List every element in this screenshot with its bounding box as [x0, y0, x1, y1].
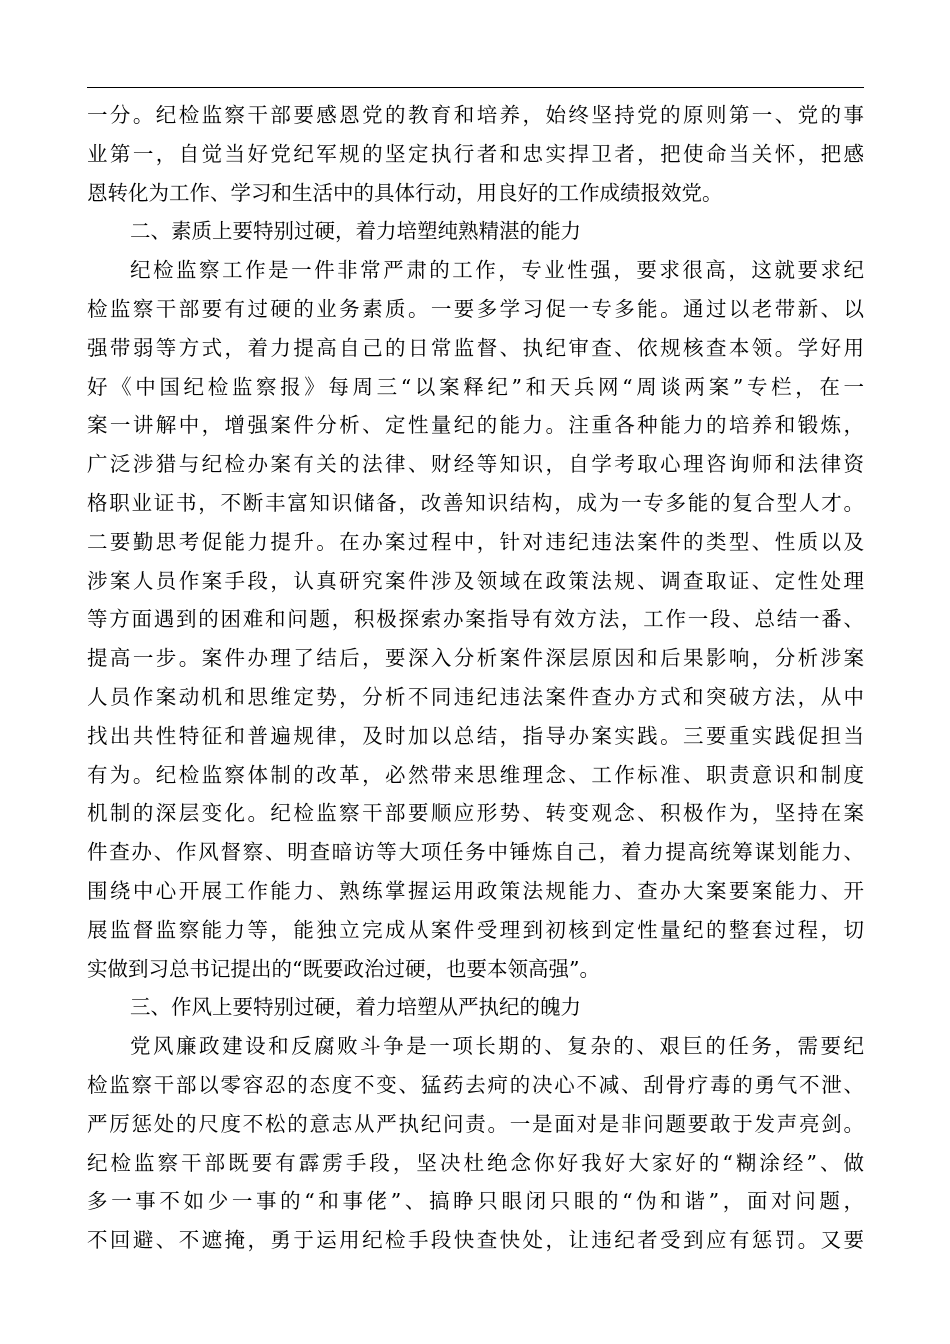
text-line: 案一讲解中，增强案件分析、定性量纪的能力。注重各种能力的培养和锻炼， [87, 413, 864, 438]
text-line: 广泛涉猎与纪检办案有关的法律、财经等知识，自学考取心理咨询师和法律资 [87, 452, 864, 477]
text-line: 恩转化为工作、学习和生活中的具体行动，用良好的工作成绩报效党。 [87, 180, 723, 205]
text-line: 二要勤思考促能力提升。在办案过程中，针对违纪违法案件的类型、性质以及 [87, 529, 864, 554]
text-line: 好《中国纪检监察报》每周三“以案释纪”和天兵网“周谈两案”专栏，在一 [87, 374, 864, 399]
text-line: 展监督监察能力等，能独立完成从案件受理到初核到定性量纪的整套过程，切 [87, 917, 864, 942]
text-line: 一分。纪检监察干部要感恩党的教育和培养，始终坚持党的原则第一、党的事 [87, 103, 864, 127]
text-line: 等方面遇到的困难和问题，积极探索办案指导有效方法，工作一段、总结一番、 [87, 607, 864, 632]
text-line: 强带弱等方式，着力提高自己的日常监督、执纪审查、依规核查本领。学好用 [87, 335, 864, 360]
text-line: 严厉惩处的尺度不松的意志从严执纪问责。一是面对是非问题要敢于发声亮剑。 [87, 1111, 864, 1136]
text-line: 实做到习总书记提出的“既要政治过硬，也要本领高强”。 [87, 956, 600, 981]
text-line: 格职业证书，不断丰富知识储备，改善知识结构，成为一专多能的复合型人才。 [87, 490, 864, 515]
document-body [87, 96, 864, 1260]
text-line: 二、素质上要特别过硬，着力培塑纯熟精湛的能力 [130, 219, 581, 244]
text-line: 件查办、作风督察、明查暗访等大项任务中锤炼自己，着力提高统筹谋划能力、 [87, 840, 864, 865]
text-line: 三、作风上要特别过硬，着力培塑从严执纪的魄力 [130, 995, 581, 1020]
text-line: 提高一步。案件办理了结后，要深入分析案件深层原因和后果影响，分析涉案 [87, 646, 864, 671]
header-rule [87, 87, 864, 88]
text-line: 人员作案动机和思维定势，分析不同违纪违法案件查办方式和突破方法，从中 [87, 684, 864, 709]
text-line: 有为。纪检监察体制的改革，必然带来思维理念、工作标准、职责意识和制度 [87, 762, 864, 787]
text-line: 围绕中心开展工作能力、熟练掌握运用政策法规能力、查办大案要案能力、开 [87, 878, 864, 903]
text-line: 检监察干部要有过硬的业务素质。一要多学习促一专多能。通过以老带新、以 [87, 296, 864, 321]
text-line: 不回避、不遮掩，勇于运用纪检手段快查快处，让违纪者受到应有惩罚。又要 [87, 1228, 864, 1253]
text-line: 党风廉政建设和反腐败斗争是一项长期的、复杂的、艰巨的任务，需要纪 [130, 1034, 864, 1059]
text-line: 检监察干部以零容忍的态度不变、猛药去疴的决心不减、刮骨疗毒的勇气不泄、 [87, 1072, 864, 1097]
text-line: 找出共性特征和普遍规律，及时加以总结，指导办案实践。三要重实践促担当 [87, 723, 864, 748]
text-line: 涉案人员作案手段，认真研究案件涉及领域在政策法规、调查取证、定性处理 [87, 568, 864, 593]
text-line: 纪检监察工作是一件非常严肃的工作，专业性强，要求很高，这就要求纪 [130, 258, 864, 283]
text-line: 纪检监察干部既要有霹雳手段，坚决杜绝念你好我好大家好的“糊涂经”、做 [87, 1150, 864, 1175]
text-line: 机制的深层变化。纪检监察干部要顺应形势、转变观念、积极作为，坚持在案 [87, 801, 864, 826]
text-line: 多一事不如少一事的“和事佬”、搞睁只眼闭只眼的“伪和谐”，面对问题， [87, 1189, 864, 1214]
text-line: 业第一，自觉当好党纪军规的坚定执行者和忠实捍卫者，把使命当关怀，把感 [87, 141, 864, 166]
